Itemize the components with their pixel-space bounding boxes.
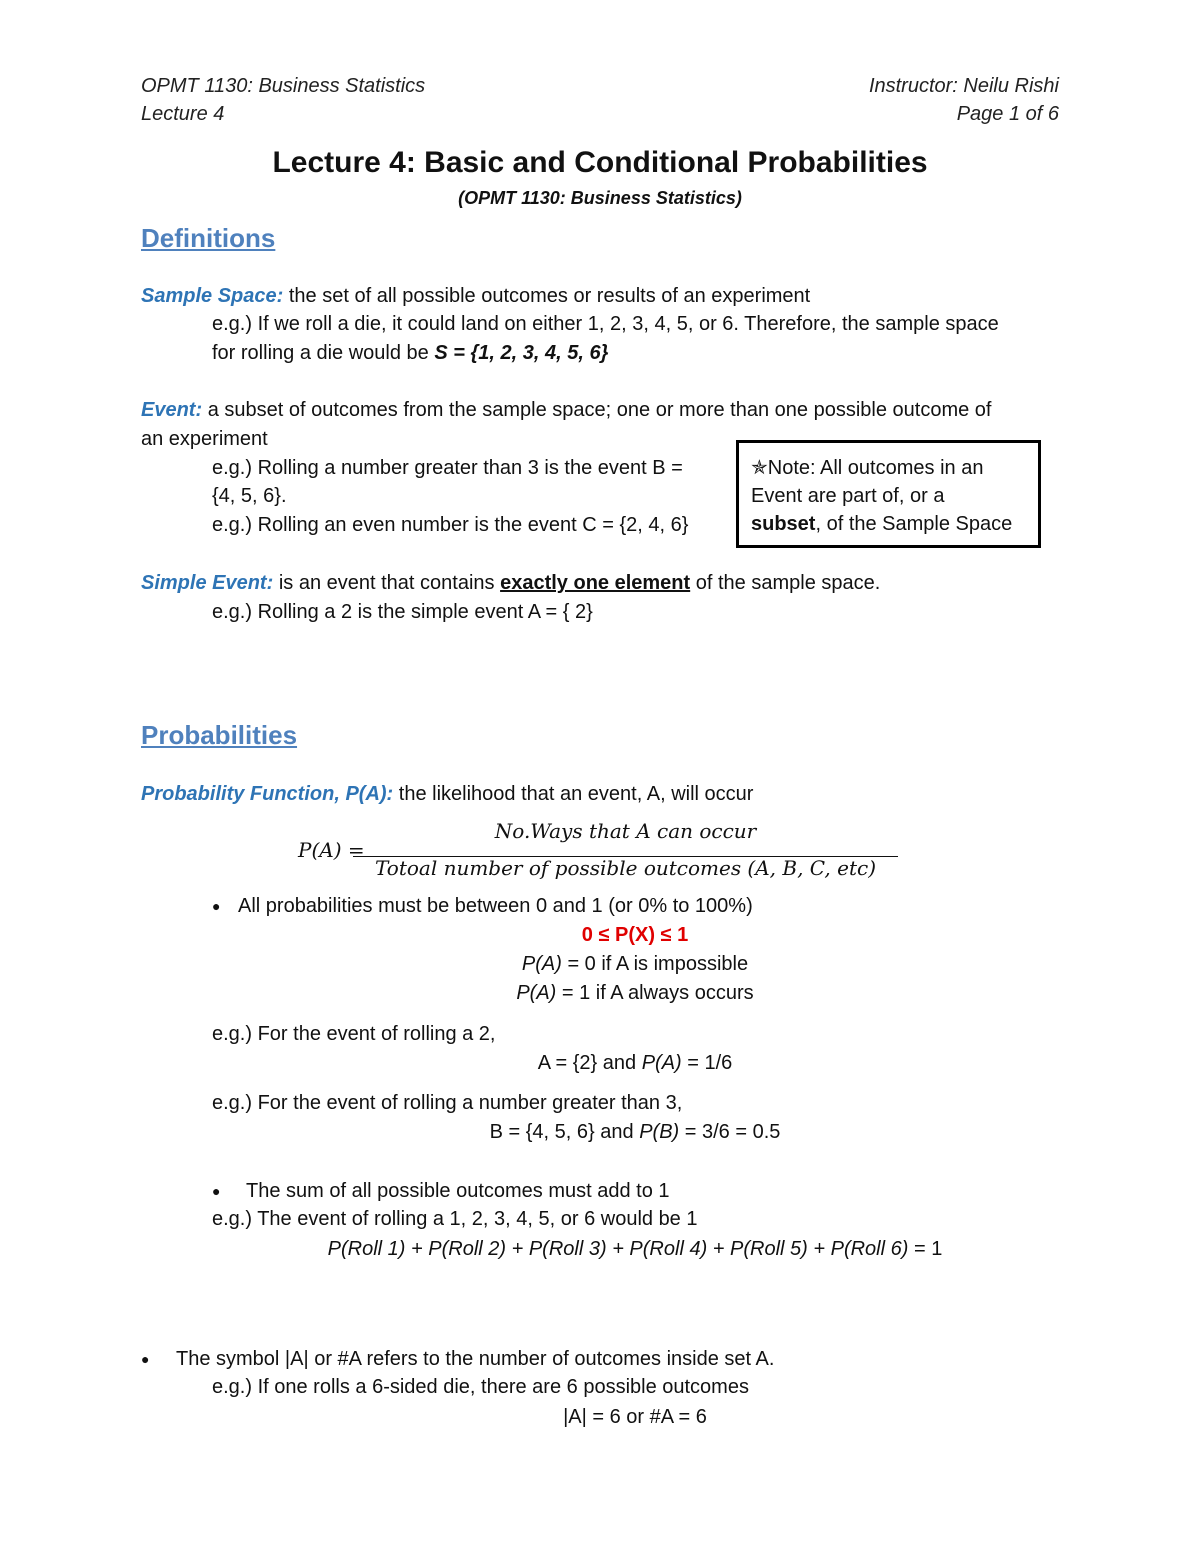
example-greater-than-3: e.g.) For the event of rolling a number greater than 3, (212, 1092, 683, 1114)
event-text: a subset of outcomes from the sample space; one or more than one possible outcome of (207, 399, 992, 421)
note-line1 (751, 456, 983, 480)
impossible-pa: P(A) (521, 953, 562, 975)
probability-function-term: Probability Function, P(A): (141, 783, 394, 805)
cardinality-equation: |A| = 6 or #A = 6 (563, 1406, 707, 1428)
always-pa: P(A) (516, 982, 557, 1004)
roll2-set: A = {2} and (537, 1052, 642, 1074)
note-subset: subset (751, 513, 816, 535)
note-line2: Event are part of, or a (751, 485, 945, 507)
probability-function-definition (141, 782, 753, 806)
sum-result: = 1 (908, 1238, 943, 1260)
simple-event-definition (141, 571, 880, 595)
event-example2: e.g.) Rolling an even number is the event C = {2, 4, 6} (212, 514, 689, 536)
probability-range: 0 ≤ P(X) ≤ 1 (581, 924, 689, 946)
header-course: OPMT 1130: Business Statistics (141, 75, 426, 97)
example-greater-than-3-result (0, 1120, 1200, 1144)
header-lecture: Lecture 4 (141, 103, 225, 125)
gt3-set: B = {4, 5, 6} and (489, 1121, 640, 1143)
cardinality-bullet-text: The symbol |A| or #A refers to the number of outcomes inside set A. (176, 1348, 775, 1370)
sample-space-set: S = {1, 2, 3, 4, 5, 6} (434, 342, 609, 364)
event-example1-line1: e.g.) Rolling a number greater than 3 is the event B = (212, 457, 683, 479)
star-icon: ✯ (751, 457, 768, 479)
sample-space-example-line2 (212, 341, 608, 365)
gt3-value: = 3/6 = 0.5 (679, 1121, 781, 1143)
page-subtitle: (OPMT 1130: Business Statistics) (458, 188, 742, 208)
example-roll-2: e.g.) For the event of rolling a 2, (212, 1023, 496, 1045)
section-heading-definitions: Definitions (141, 223, 276, 253)
event-definition (141, 398, 991, 422)
bullet-range-text: All probabilities must be between 0 and 1 (or 0% to 100%) (238, 895, 753, 917)
header-page-number: Page 1 of 6 (956, 103, 1059, 125)
bullet-sum-text: The sum of all possible outcomes must add to 1 (246, 1180, 670, 1202)
sample-space-example-line1: e.g.) If we roll a die, it could land on either 1, 2, 3, 4, 5, or 6. Therefore, the sample space (212, 313, 999, 335)
formula-denominator: Totoal number of possible outcomes (A, B, C, etc) (374, 856, 876, 880)
always-rule (0, 981, 1200, 1005)
section-heading-probabilities: Probabilities (141, 720, 298, 750)
event-example1-line2: {4, 5, 6}. (212, 485, 287, 507)
event-text-continued: an experiment (141, 428, 268, 450)
note-text3: , of the Sample Space (815, 513, 1013, 535)
example-roll-2-result (0, 1051, 1200, 1075)
simple-event-text-c: of the sample space. (695, 572, 881, 594)
header-instructor: Instructor: Neilu Rishi (868, 75, 1059, 97)
simple-event-emphasis: exactly one element (500, 572, 691, 594)
formula-numerator: No.Ways that A can occur (494, 819, 757, 843)
impossible-text: = 0 if A is impossible (561, 953, 749, 975)
note-text1: Note: All outcomes in an (767, 457, 984, 479)
formula-lhs: P(A) = (298, 838, 365, 862)
simple-event-text-a: is an event that contains (278, 572, 495, 594)
impossible-rule (0, 952, 1200, 976)
sum-terms: P(Roll 1) + P(Roll 2) + P(Roll 3) + P(Roll 4) + P(Roll 5) + P(Roll 6) (327, 1238, 909, 1260)
simple-event-example: e.g.) Rolling a 2 is the simple event A = { 2} (212, 601, 593, 623)
sample-space-example-text: for rolling a die would be (212, 342, 435, 364)
sample-space-definition (141, 284, 810, 308)
example-sum: e.g.) The event of rolling a 1, 2, 3, 4, 5, or 6 would be 1 (212, 1208, 698, 1230)
page-title: Lecture 4: Basic and Conditional Probabilities (272, 146, 928, 179)
note-line3 (751, 512, 1012, 536)
simple-event-term: Simple Event: (141, 572, 274, 594)
bullet-icon: ● (212, 1183, 221, 1199)
note-box (736, 440, 1041, 548)
sample-space-term: Sample Space: (141, 285, 284, 307)
sample-space-text: the set of all possible outcomes or results of an experiment (288, 285, 811, 307)
always-text: = 1 if A always occurs (556, 982, 754, 1004)
cardinality-example: e.g.) If one rolls a 6-sided die, there are 6 possible outcomes (212, 1376, 749, 1398)
roll2-pa: P(A) (641, 1052, 682, 1074)
roll2-value: = 1/6 (681, 1052, 733, 1074)
bullet-icon: ● (212, 898, 221, 914)
probability-function-text: the likelihood that an event, A, will occur (398, 783, 754, 805)
event-term: Event: (141, 399, 203, 421)
bullet-icon: ● (141, 1351, 150, 1367)
sum-equation (0, 1237, 1200, 1261)
gt3-pb: P(B) (639, 1121, 680, 1143)
